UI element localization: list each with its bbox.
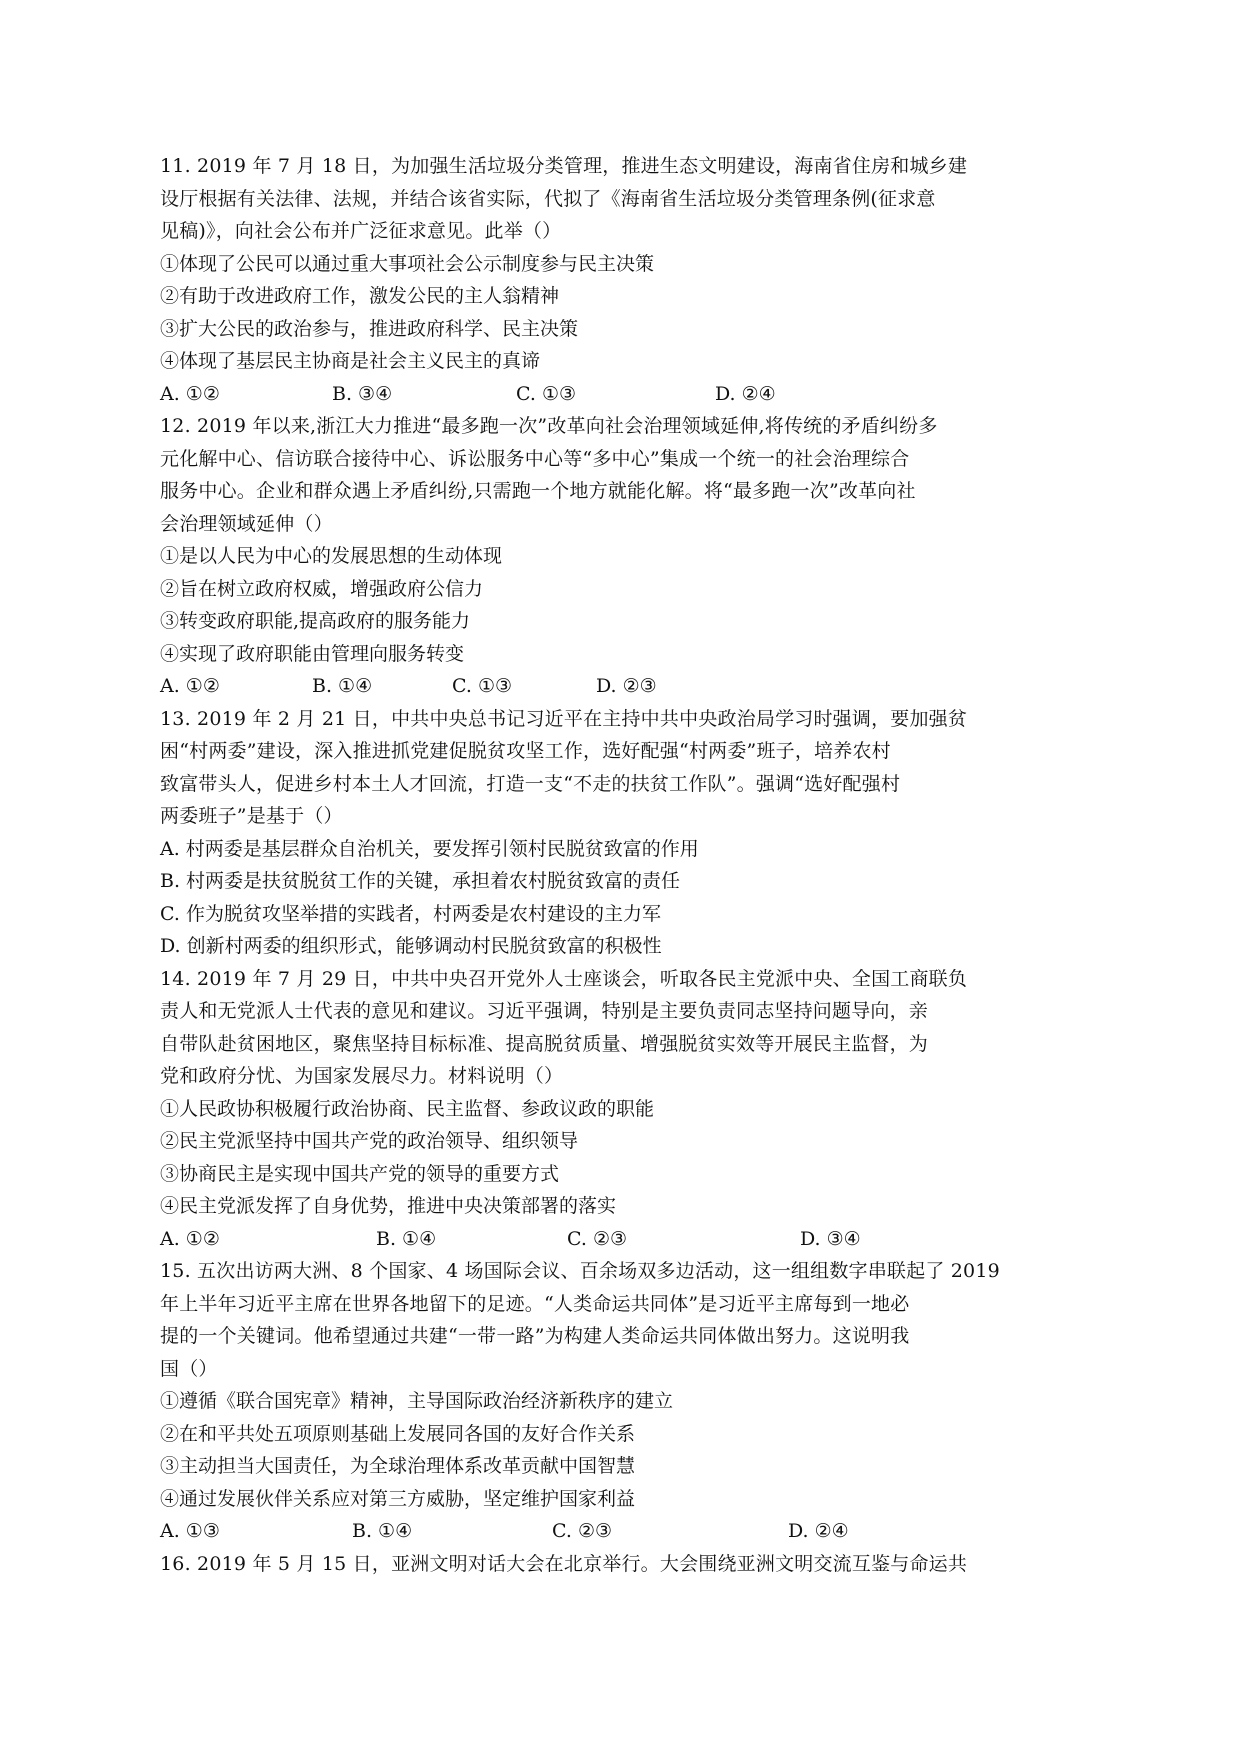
option-d: D. ②③ bbox=[596, 675, 657, 697]
answer-options bbox=[160, 1223, 1080, 1256]
stem-line: 年上半年习近平主席在世界各地留下的足迹。“人类命运共同体”是习近平主席每到一地必 bbox=[160, 1292, 910, 1315]
question-14 bbox=[160, 963, 1080, 1256]
stem-line: 设厅根据有关法律、法规，并结合该省实际，代拟了《海南省生活垃圾分类管理条例(征求意 bbox=[160, 187, 936, 210]
statement-4: ④通过发展伙伴关系应对第三方威胁，坚定维护国家利益 bbox=[160, 1487, 636, 1510]
statement-3: ③主动担当大国责任，为全球治理体系改革贡献中国智慧 bbox=[160, 1455, 636, 1477]
statement-2: ②民主党派坚持中国共产党的政治领导、组织领导 bbox=[160, 1130, 579, 1152]
option-d: D. ③④ bbox=[800, 1227, 861, 1250]
stem-line: 国（） bbox=[160, 1357, 218, 1380]
question-stem bbox=[160, 150, 1080, 248]
stem-line: 会治理领域延伸（） bbox=[160, 512, 333, 535]
stem-line: 16. 2019 年 5 月 15 日，亚洲文明对话大会在北京举行。大会围绕亚洲文明交流互鉴与命运共 bbox=[160, 1552, 968, 1575]
option-a: A. 村两委是基层群众自治机关，要发挥引领村民脱贫致富的作用 bbox=[160, 837, 699, 860]
answer-options bbox=[160, 378, 1080, 411]
statement-1: ①是以人民为中心的发展思想的生动体现 bbox=[160, 545, 503, 567]
question-stem bbox=[160, 1255, 1080, 1385]
option-c: C. 作为脱贫攻坚举措的实践者，村两委是农村建设的主力军 bbox=[160, 902, 661, 925]
option-a: A. ①② bbox=[160, 382, 220, 405]
question-12 bbox=[160, 410, 1080, 703]
statement-3: ③协商民主是实现中国共产党的领导的重要方式 bbox=[160, 1162, 560, 1185]
option-d: D. ②④ bbox=[715, 382, 776, 405]
stem-line: 元化解中心、信访联合接待中心、诉讼服务中心等“多中心”集成一个统一的社会治理综合 bbox=[160, 447, 910, 470]
stem-line: 自带队赴贫困地区，聚焦坚持目标标准、提高脱贫质量、增强脱贫实效等开展民主监督，为 bbox=[160, 1032, 929, 1055]
statement-2: ②在和平共处五项原则基础上发展同各国的友好合作关系 bbox=[160, 1422, 636, 1445]
question-stem bbox=[160, 703, 1080, 833]
statement-1: ①遵循《联合国宪章》精神，主导国际政治经济新秩序的建立 bbox=[160, 1390, 674, 1412]
stem-line: 困“村两委”建设，深入推进抓党建促脱贫攻坚工作，选好配强“村两委”班子，培养农村 bbox=[160, 740, 891, 762]
stem-line: 党和政府分忧、为国家发展尽力。材料说明（） bbox=[160, 1065, 564, 1087]
statement-2: ②旨在树立政府权威，增强政府公信力 bbox=[160, 577, 484, 600]
answer-options bbox=[160, 1515, 1080, 1548]
option-c: C. ①③ bbox=[452, 675, 513, 697]
option-c: C. ②③ bbox=[552, 1520, 613, 1542]
option-b: B. ①④ bbox=[352, 1520, 413, 1542]
option-b: B. 村两委是扶贫脱贫工作的关键，承担着农村脱贫致富的责任 bbox=[160, 870, 681, 892]
document-page bbox=[160, 150, 1080, 1580]
stem-line: 13. 2019 年 2 月 21 日，中共中央总书记习近平在主持中共中央政治局学习时强调，要加强贫 bbox=[160, 707, 968, 730]
stem-line: 两委班子”是基于（） bbox=[160, 805, 343, 827]
statement-4: ④实现了政府职能由管理向服务转变 bbox=[160, 642, 465, 665]
option-b: B. ①④ bbox=[376, 1227, 437, 1250]
option-b: B. ①④ bbox=[312, 675, 373, 697]
option-b: B. ③④ bbox=[332, 382, 393, 405]
statement-4: ④体现了基层民主协商是社会主义民主的真谛 bbox=[160, 350, 541, 372]
option-c: C. ①③ bbox=[516, 382, 577, 405]
question-stem bbox=[160, 1548, 1080, 1581]
statement-2: ②有助于改进政府工作，激发公民的主人翁精神 bbox=[160, 285, 560, 307]
stem-line: 15. 五次出访两大洲、8 个国家、4 场国际会议、百余场双多边活动，这一组组数字串联起了 2019 bbox=[160, 1260, 1000, 1282]
statement-3: ③扩大公民的政治参与，推进政府科学、民主决策 bbox=[160, 317, 579, 340]
statement-1: ①体现了公民可以通过重大事项社会公示制度参与民主决策 bbox=[160, 252, 655, 275]
stem-line: 提的一个关键词。他希望通过共建“一带一路”为构建人类命运共同体做出努力。这说明我 bbox=[160, 1325, 910, 1347]
question-16 bbox=[160, 1548, 1080, 1581]
stem-line: 11. 2019 年 7 月 18 日，为加强生活垃圾分类管理，推进生态文明建设，海南省住房和城乡建 bbox=[160, 155, 968, 177]
statement-4: ④民主党派发挥了自身优势，推进中央决策部署的落实 bbox=[160, 1195, 617, 1217]
option-a: A. ①② bbox=[160, 1227, 220, 1250]
option-a: A. ①② bbox=[160, 675, 220, 697]
question-stem bbox=[160, 963, 1080, 1093]
stem-line: 服务中心。企业和群众遇上矛盾纠纷,只需跑一个地方就能化解。将“最多跑一次”改革向社 bbox=[160, 480, 916, 502]
stem-line: 14. 2019 年 7 月 29 日，中共中央召开党外人士座谈会，听取各民主党派中央、全国工商联负 bbox=[160, 967, 968, 990]
option-c: C. ②③ bbox=[567, 1227, 628, 1250]
option-d: D. ②④ bbox=[788, 1520, 849, 1542]
stem-line: 责人和无党派人士代表的意见和建议。习近平强调，特别是主要负责同志坚持问题导向，亲 bbox=[160, 1000, 929, 1022]
stem-line: 12. 2019 年以来,浙江大力推进“最多跑一次”改革向社会治理领域延伸,将传统的矛盾纠纷多 bbox=[160, 415, 938, 437]
option-a: A. ①③ bbox=[160, 1520, 220, 1542]
question-11 bbox=[160, 150, 1080, 410]
question-stem bbox=[160, 410, 1080, 540]
statement-1: ①人民政协积极履行政治协商、民主监督、参政议政的职能 bbox=[160, 1097, 655, 1120]
stem-line: 致富带头人，促进乡村本土人才回流，打造一支“不走的扶贫工作队”。强调“选好配强村 bbox=[160, 772, 901, 795]
stem-line: 见稿)》，向社会公布并广泛征求意见。此举（） bbox=[160, 220, 562, 242]
question-13 bbox=[160, 703, 1080, 963]
question-15 bbox=[160, 1255, 1080, 1548]
statement-3: ③转变政府职能,提高政府的服务能力 bbox=[160, 610, 471, 632]
answer-options bbox=[160, 670, 1080, 703]
option-d: D. 创新村两委的组织形式，能够调动村民脱贫致富的积极性 bbox=[160, 935, 662, 957]
